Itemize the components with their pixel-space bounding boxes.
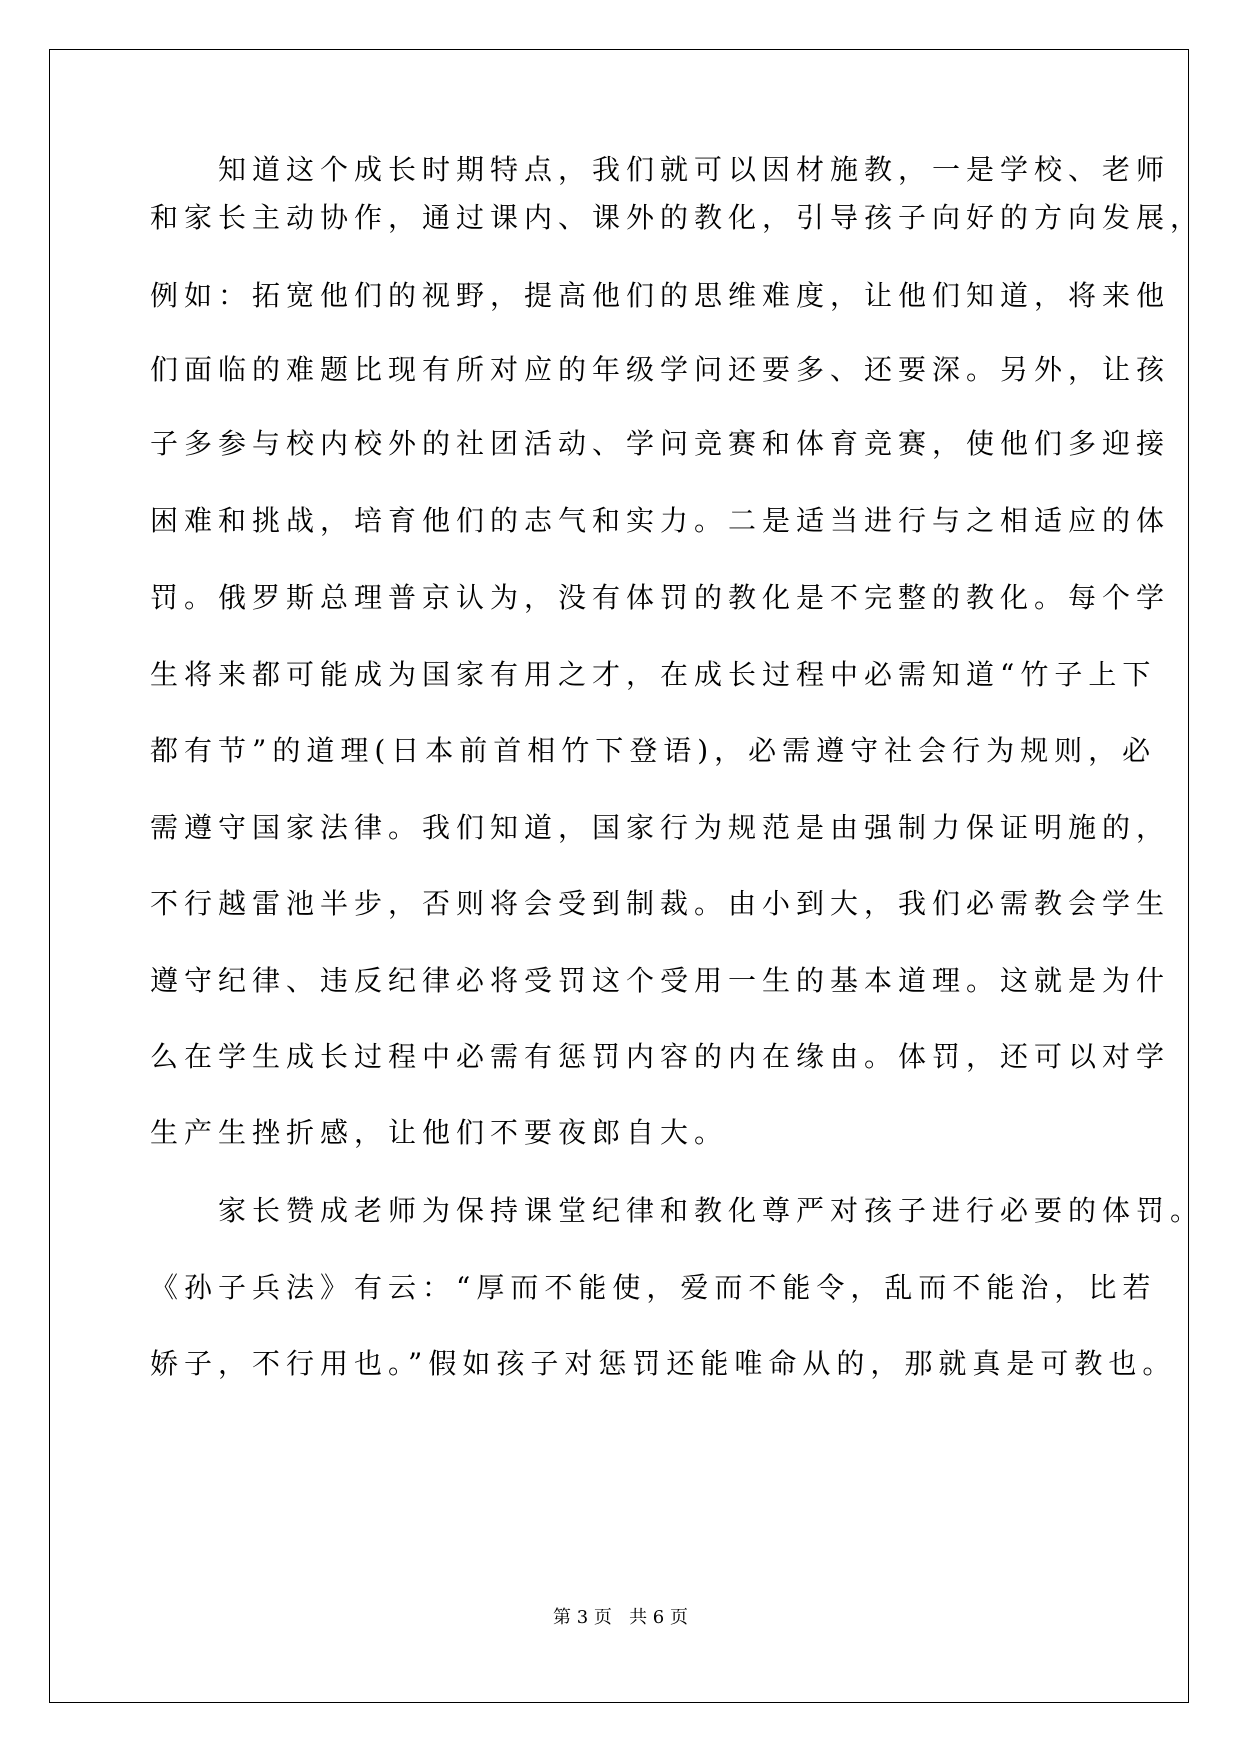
text-line: 们面临的难题比现有所对应的年级学问还要多、还要深。另外，让孩 <box>150 353 1171 386</box>
text-line: 遵守纪律、违反纪律必将受罚这个受用一生的基本道理。这就是为什 <box>150 964 1171 997</box>
text-line: 家长赞成老师为保持课堂纪律和教化尊严对孩子进行必要的体罚。 <box>150 1194 1205 1227</box>
text-line: 子多参与校内校外的社团活动、学问竞赛和体育竞赛，使他们多迎接 <box>150 427 1171 460</box>
text-line: 需遵守国家法律。我们知道，国家行为规范是由强制力保证明施的， <box>150 811 1171 844</box>
text-line: 例如：拓宽他们的视野，提高他们的思维难度，让他们知道，将来他 <box>150 279 1171 312</box>
text-line: 知道这个成长时期特点，我们就可以因材施教，一是学校、老师 <box>150 153 1171 186</box>
text-line: 都有节”的道理(日本前首相竹下登语)，必需遵守社会行为规则，必 <box>150 734 1157 767</box>
text-line: 生产生挫折感，让他们不要夜郎自大。 <box>150 1116 729 1149</box>
text-line: 困难和挑战，培育他们的志气和实力。二是适当进行与之相适应的体 <box>150 504 1171 537</box>
text-line: 生将来都可能成为国家有用之才，在成长过程中必需知道“竹子上下 <box>150 658 1157 691</box>
text-line: 娇子，不行用也。”假如孩子对惩罚还能唯命从的，那就真是可教也。 <box>150 1347 1177 1380</box>
text-line: 不行越雷池半步，否则将会受到制裁。由小到大，我们必需教会学生 <box>150 887 1171 920</box>
text-line: 和家长主动协作，通过课内、课外的教化，引导孩子向好的方向发展， <box>150 201 1205 234</box>
text-line: 么在学生成长过程中必需有惩罚内容的内在缘由。体罚，还可以对学 <box>150 1040 1171 1073</box>
text-line: 罚。俄罗斯总理普京认为，没有体罚的教化是不完整的教化。每个学 <box>150 581 1171 614</box>
text-line: 《孙子兵法》有云：“厚而不能使，爱而不能令，乱而不能治，比若 <box>150 1271 1157 1304</box>
page-number-footer: 第 3 页 共 6 页 <box>553 1607 688 1628</box>
